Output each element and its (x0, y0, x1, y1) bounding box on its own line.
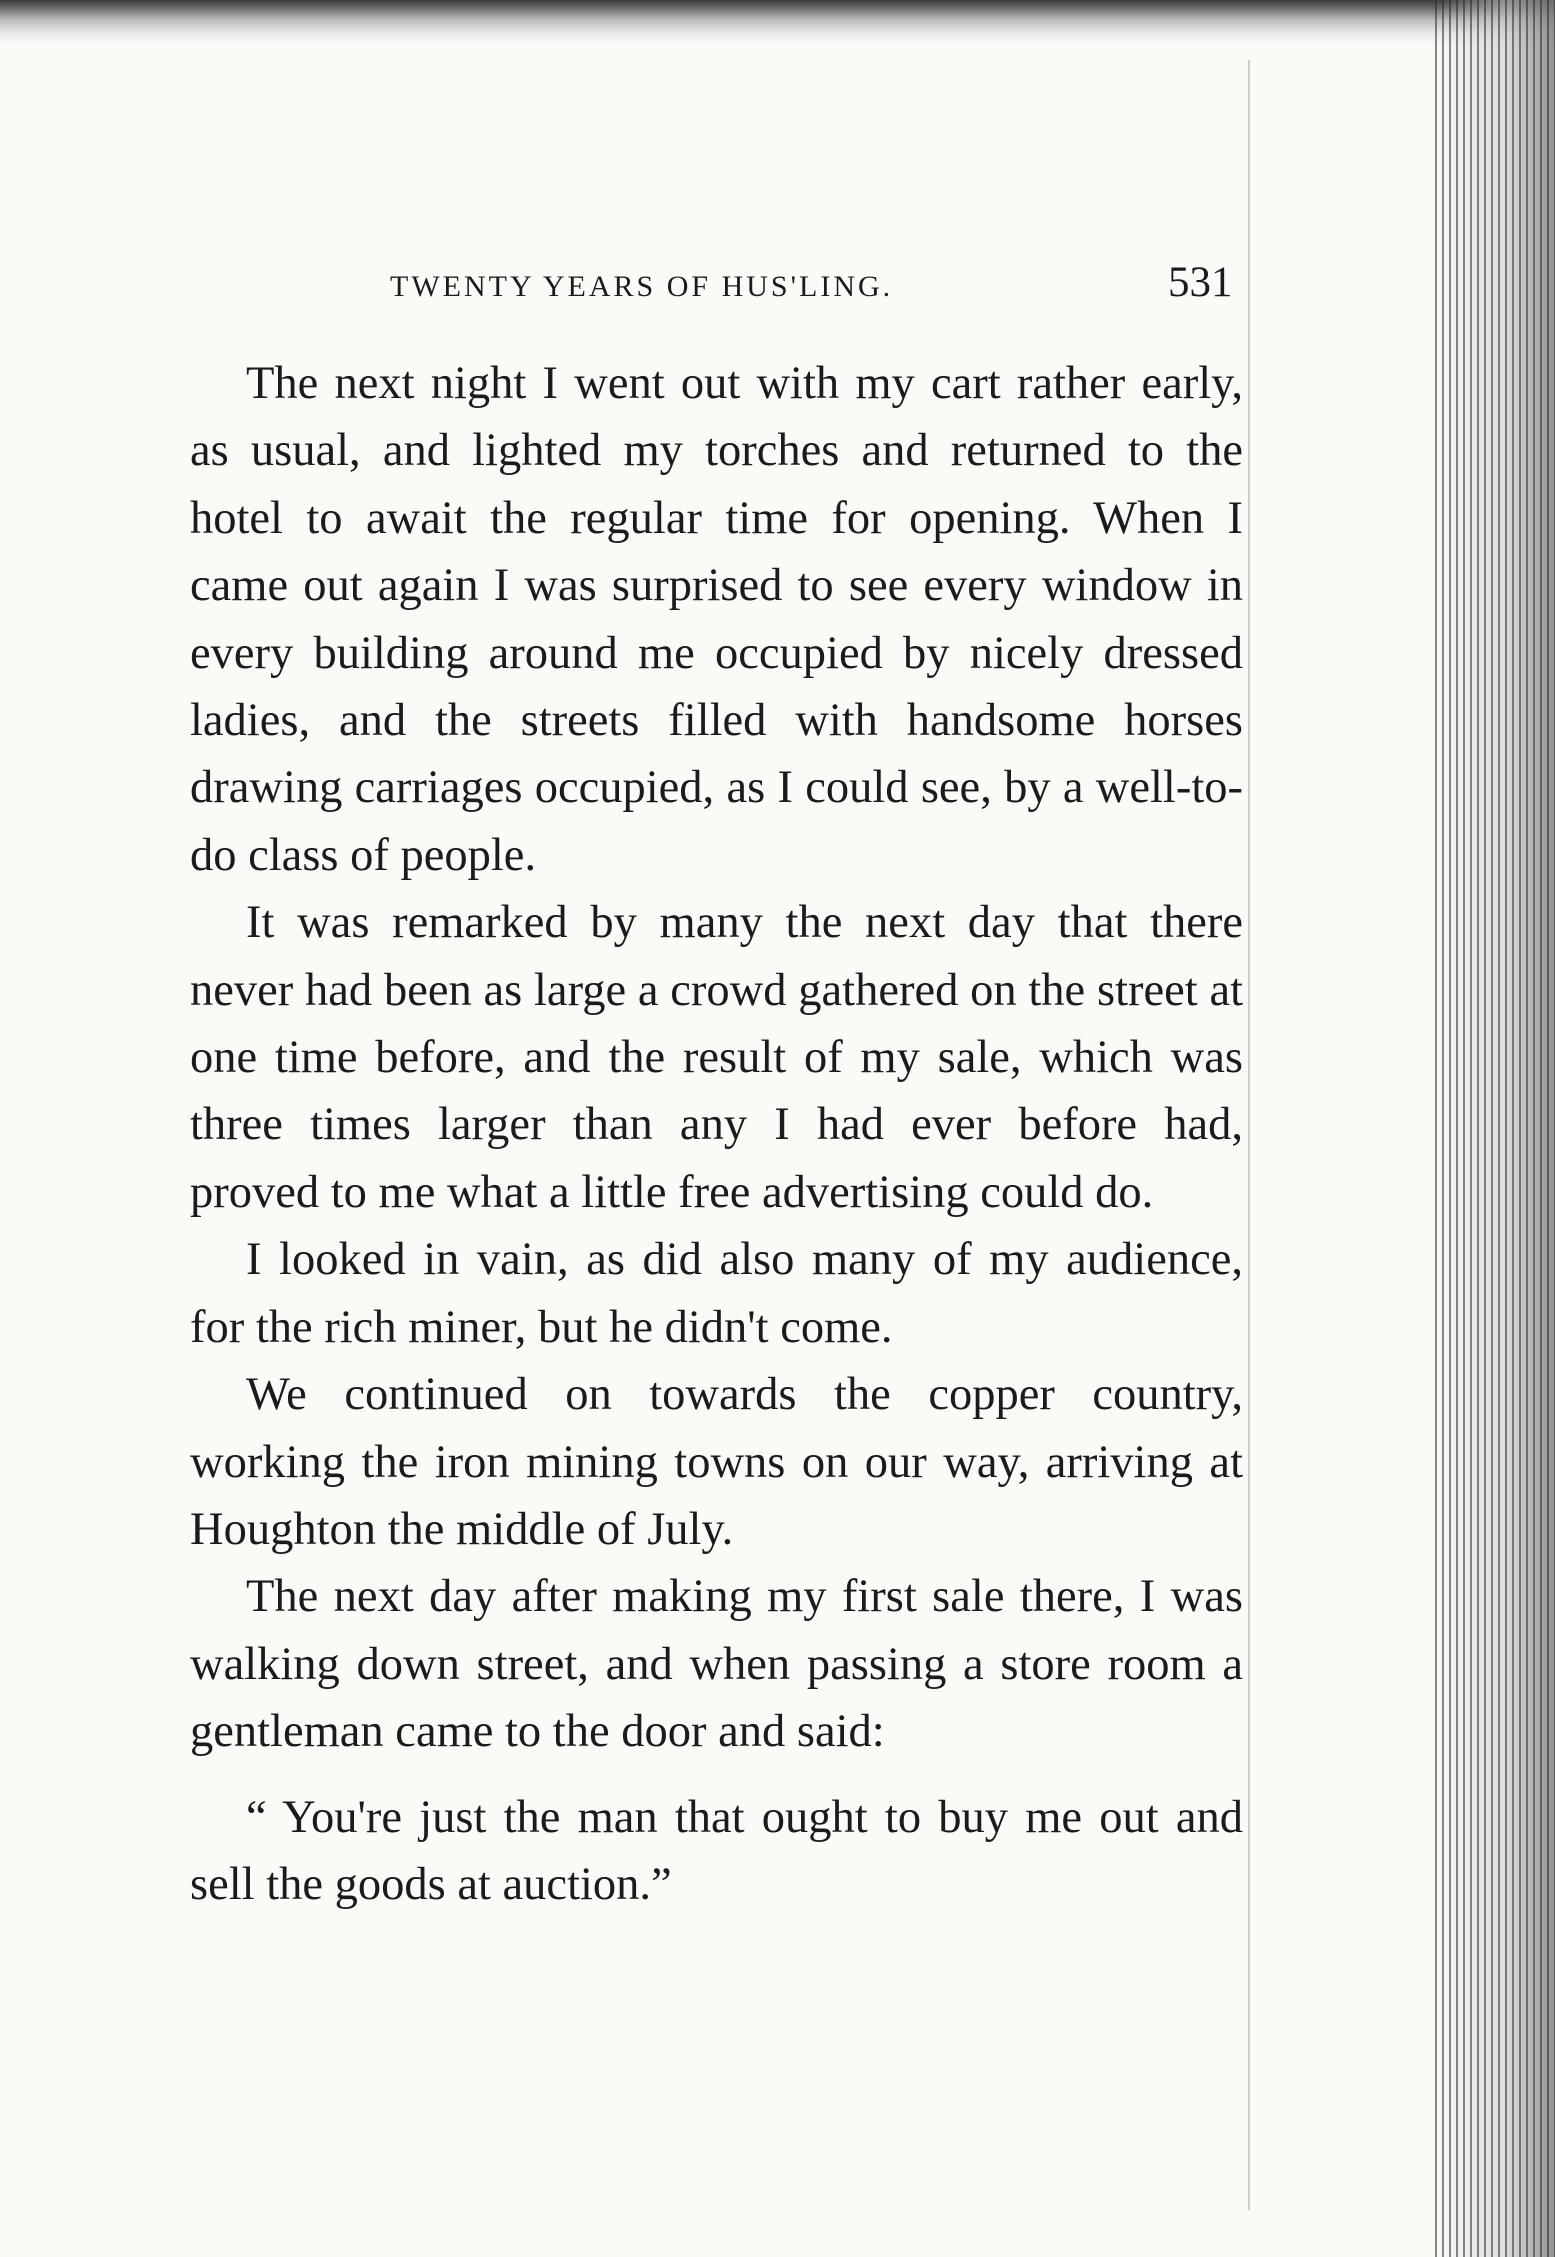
running-head (190, 258, 1270, 318)
running-head-title: TWENTY YEARS OF HUS'LING. (390, 270, 894, 303)
page-number: 531 (1168, 259, 1233, 306)
paragraph-2: It was remarked by many the next day that there never had been as large a crowd gathered on the street at one time before, and the result of my sale, which was three times larger than any I had ever before had, proved to me what a little free advertising could do. (190, 897, 1243, 1218)
paragraph-6-quote: “ You're just the man that ought to buy me out and sell the goods at auction.” (190, 1791, 1243, 1910)
paragraph-5: The next day after making my first sale there, I was walking down street, and when passing a store room a gentleman came to the door and said: (190, 1571, 1243, 1758)
paragraph-3: I looked in vain, as did also many of my audience, for the rich miner, but he didn't come. (190, 1234, 1243, 1353)
body-text (190, 350, 1243, 1918)
paragraph-4: We continued on towards the copper country, working the iron mining towns on our way, arriving at Houghton the middle of July. (190, 1369, 1243, 1555)
paragraph-1: The next night I went out with my cart rather early, as usual, and lighted my torches and returned to the hotel to await the regular time for opening. When I came out again I was surprised to see every window in every building around me occupied by nicely dressed ladies, and the streets filled with handsome horses drawing carriages occupied, as I could see, by a well-to-do class of people. (190, 358, 1243, 881)
